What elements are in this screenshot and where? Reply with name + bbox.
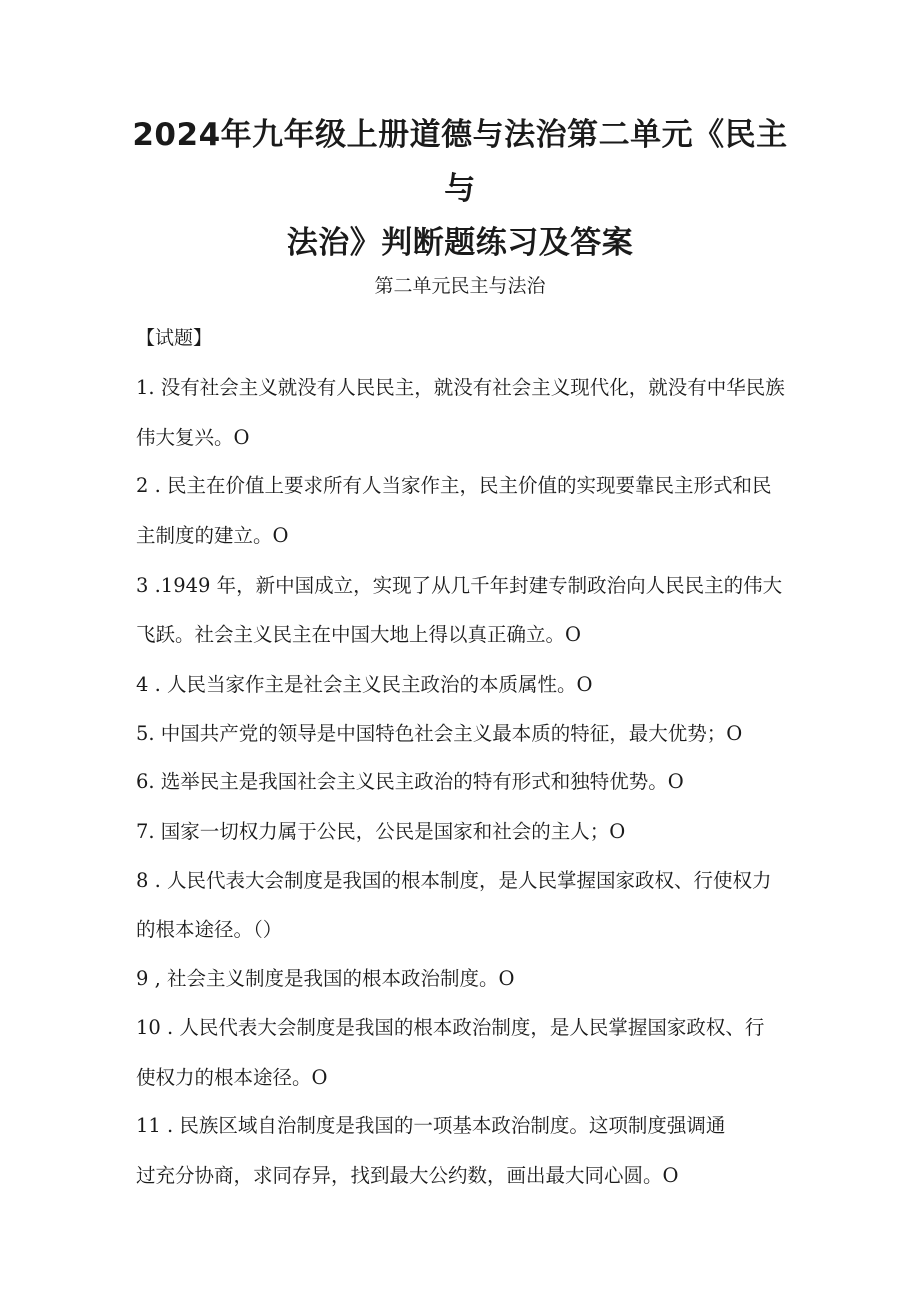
question-line: 9 , 社会主义制度是我国的根本政治制度。O xyxy=(136,967,515,990)
question-line: 5. 中国共产党的领导是中国特色社会主义最本质的特征，最大优势；O xyxy=(136,722,743,745)
question-line: 8 . 人民代表大会制度是我国的根本制度，是人民掌握国家政权、行使权力 xyxy=(136,869,772,892)
question-line: 主制度的建立。O xyxy=(136,524,289,547)
question-line: 使权力的根本途径。O xyxy=(136,1066,328,1089)
title-line-2: 法治》判断题练习及答案 xyxy=(286,225,634,261)
question-line: 1. 没有社会主义就没有人民民主，就没有社会主义现代化，就没有中华民族 xyxy=(136,376,785,399)
question-line: 11 . 民族区域自治制度是我国的一项基本政治制度。这项制度强调通 xyxy=(136,1114,726,1137)
title-line-1: 2024年九年级上册道德与法治第二单元《民主与 xyxy=(132,117,788,207)
question-line: 6. 选举民主是我国社会主义民主政治的特有形式和独特优势。O xyxy=(136,770,684,793)
question-line: 2 . 民主在价值上要求所有人当家作主，民主价值的实现要靠民主形式和民 xyxy=(136,474,772,497)
question-line: 7. 国家一切权力属于公民，公民是国家和社会的主人；O xyxy=(136,820,626,843)
question-line: 3 .1949 年，新中国成立，实现了从几千年封建专制政治向人民民主的伟大 xyxy=(136,574,783,597)
question-line: 4 . 人民当家作主是社会主义民主政治的本质属性。O xyxy=(136,673,593,696)
question-line: 伟大复兴。O xyxy=(136,426,250,449)
question-line: 过充分协商，求同存异，找到最大公约数，画出最大同心圆。O xyxy=(136,1164,679,1187)
question-line: 10 . 人民代表大会制度是我国的根本政治制度，是人民掌握国家政权、行 xyxy=(136,1016,765,1039)
section-label: 【试题】 xyxy=(136,327,213,349)
question-line: 飞跃。社会主义民主在中国大地上得以真正确立。O xyxy=(136,623,581,646)
question-line: 的根本途径。（） xyxy=(136,918,283,941)
document-title xyxy=(120,108,800,270)
unit-subtitle: 第二单元民主与法治 xyxy=(374,275,546,297)
